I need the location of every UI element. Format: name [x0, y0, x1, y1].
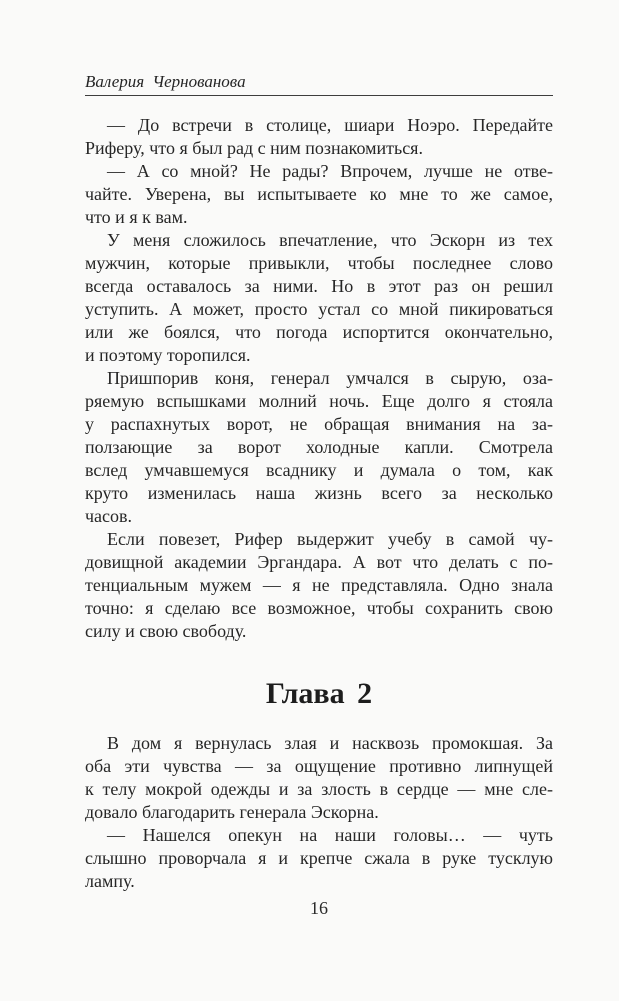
text-line: уступить. А может, просто устал со мной пикироваться: [85, 299, 553, 319]
text-line: довищной академии Эргандара. А вот что делать с по-: [85, 552, 553, 572]
text-line: тенциальным мужем — я не представляла. Одно знала: [85, 575, 553, 595]
text-line: или же боялся, что погода испортится окончательно,: [85, 322, 553, 342]
paragraph: [85, 367, 553, 528]
text-line: ряемую вспышками молний ночь. Еще долго я стояла: [85, 391, 553, 411]
text-line: В дом я вернулась злая и насквозь промокшая. За: [107, 733, 553, 753]
text-line: всегда оставалось за ними. Но в этот раз он решил: [85, 276, 553, 296]
text-line: чайте. Уверена, вы испытываете ко мне то же самое,: [85, 184, 553, 204]
text-line: Пришпорив коня, генерал умчался в сырую, оза-: [107, 368, 553, 388]
page-number: 16: [310, 898, 328, 918]
text-line: вслед умчавшемуся всаднику и думала о том, как: [85, 460, 553, 480]
text-line: точно: я сделаю все возможное, чтобы сохранить свою: [85, 598, 553, 618]
text-line: лампу.: [85, 871, 135, 891]
text-line: и поэтому торопился.: [85, 345, 251, 365]
text-line: часов.: [85, 506, 133, 526]
paragraph: [85, 528, 553, 643]
text-line: круто изменилась наша жизнь всего за несколько: [85, 483, 553, 503]
text-line: оба эти чувства — за ощущение противно липнущей: [85, 756, 553, 776]
text-line: что и я к вам.: [85, 207, 188, 227]
text-line: мужчин, которые привыкли, чтобы последнее слово: [85, 253, 553, 273]
text-line: ползающие за ворот холодные капли. Смотрела: [85, 437, 553, 457]
text-section-chapter-2-start: [85, 732, 553, 893]
paragraph: [85, 160, 553, 229]
paragraph: [85, 732, 553, 824]
chapter-heading: Глава 2: [265, 677, 373, 710]
text-line: к телу мокрой одежды и за злость в сердце — мне сле-: [85, 779, 553, 799]
text-line: — А со мной? Не рады? Впрочем, лучше не отве-: [107, 161, 553, 181]
text-line: Риферу, что я был рад с ним познакомиться.: [85, 138, 423, 158]
text-line: Если повезет, Рифер выдержит учебу в самой чу-: [107, 529, 553, 549]
paragraph: [85, 824, 553, 893]
text-line: — Нашелся опекун на наши головы… — чуть: [107, 825, 553, 845]
author-name: Валерия Чернованова: [85, 72, 246, 91]
text-line: У меня сложилось впечатление, что Эскорн из тех: [107, 230, 553, 250]
paragraph: [85, 229, 553, 367]
running-header: [85, 71, 553, 96]
text-line: слышно проворчала я и крепче сжала в руке тусклую: [85, 848, 553, 868]
text-section-chapter-1-end: [85, 114, 553, 643]
text-line: довало благодарить генерала Эскорна.: [85, 802, 379, 822]
text-line: у распахнутых ворот, не обращая внимания на за-: [85, 414, 553, 434]
text-line: силу и свою свободу.: [85, 621, 247, 641]
paragraph: [85, 114, 553, 160]
text-line: — До встречи в столице, шиари Ноэро. Передайте: [107, 115, 553, 135]
